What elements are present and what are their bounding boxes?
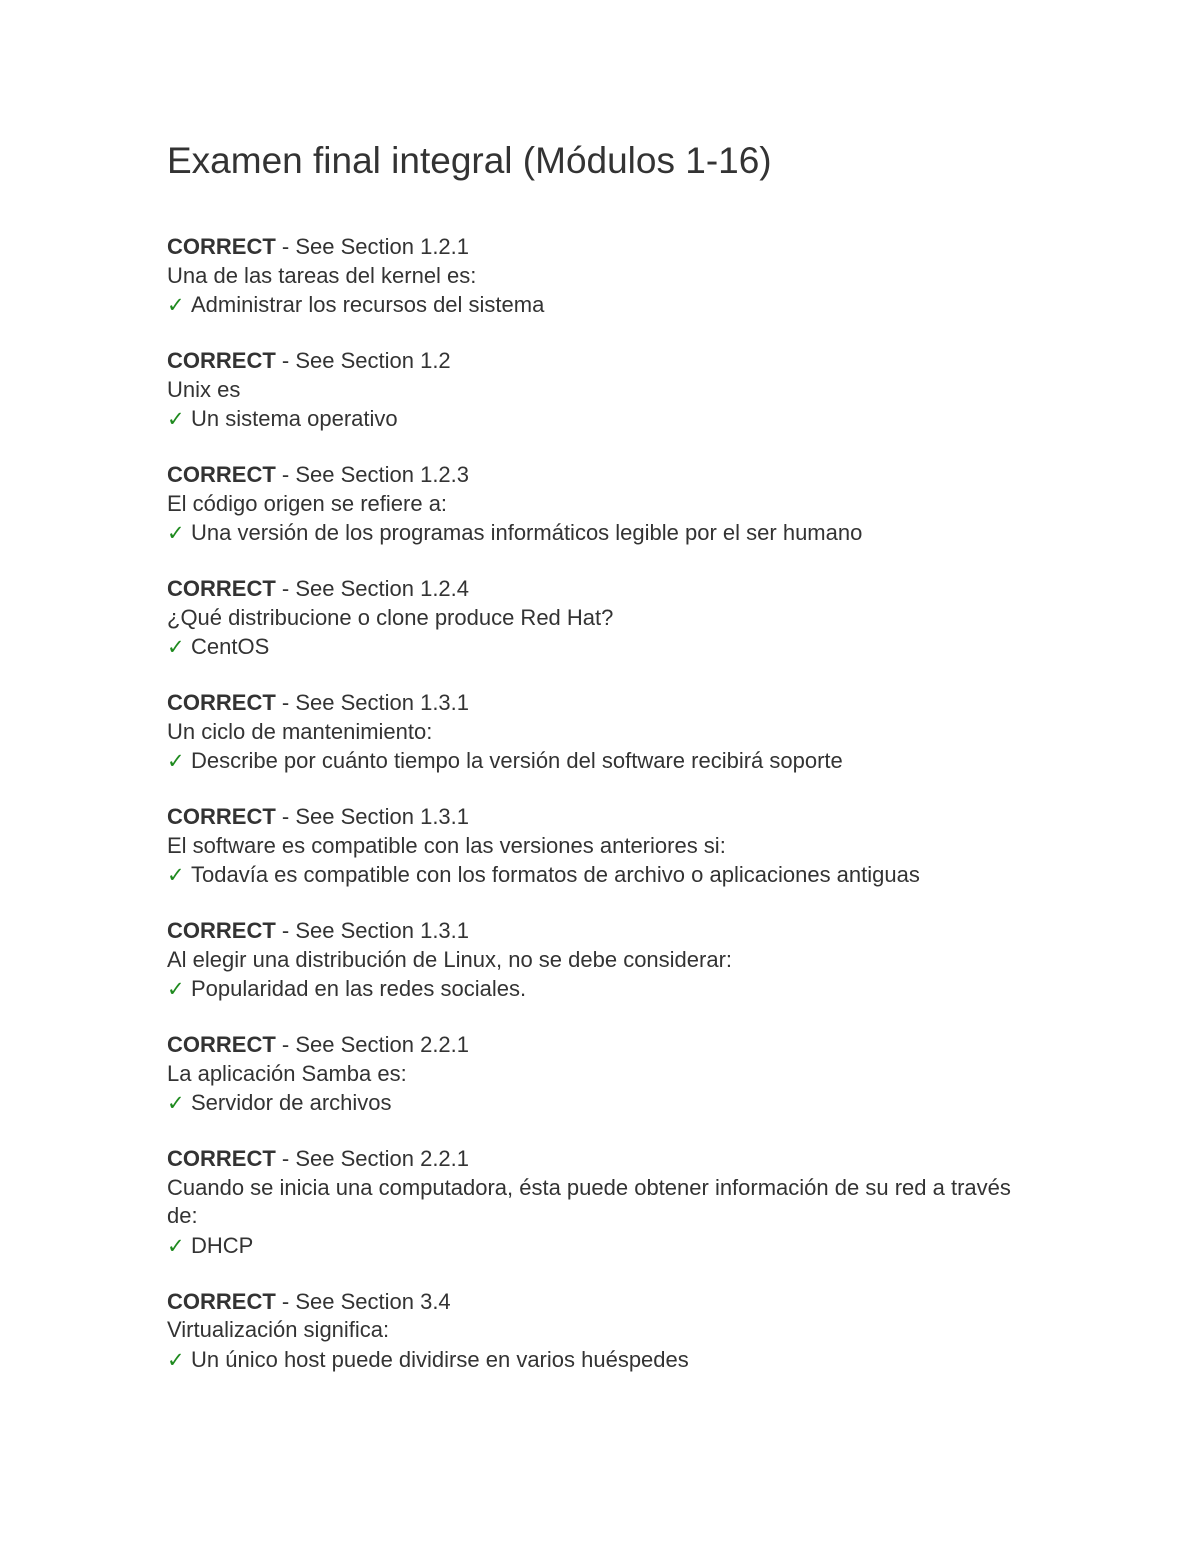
answer-text: Todavía es compatible con los formatos de archivo o aplicaciones antiguas [191,862,920,887]
question-text: Al elegir una distribución de Linux, no se debe considerar: [167,946,733,972]
status-label: CORRECT [167,462,276,487]
answer-row [167,974,1027,1004]
question-text: Virtualización significa: [167,1317,390,1342]
answer-row [167,1345,1027,1375]
question-item [167,347,1027,434]
section-reference: - See Section 1.3.1 [275,804,470,829]
question-header [167,233,1027,262]
answer-text: Servidor de archivos [191,1090,392,1115]
answer-row [167,746,1027,776]
answer-text: Un sistema operativo [191,406,398,431]
question-header [167,347,1027,376]
question-header [167,689,1027,718]
status-label: CORRECT [167,690,276,715]
answer-text: CentOS [191,634,270,659]
status-label: CORRECT [167,1146,276,1171]
question-item [167,689,1027,776]
section-reference: - See Section 1.2.1 [275,234,470,259]
status-label: CORRECT [167,234,276,259]
answer-row [167,1088,1027,1118]
checkmark-icon: ✓ [167,407,185,431]
status-label: CORRECT [167,348,276,373]
status-label: CORRECT [167,576,276,601]
question-text: Un ciclo de mantenimiento: [167,718,433,744]
question-text: El código origen se refiere a: [167,490,448,516]
section-reference: - See Section 1.3.1 [275,918,470,943]
checkmark-icon: ✓ [167,863,185,887]
checkmark-icon: ✓ [167,293,185,317]
question-header [167,1031,1027,1060]
question-item [167,1031,1027,1118]
question-header [167,575,1027,604]
question-header [167,461,1027,490]
question-item [167,461,1027,548]
question-text: La aplicación Samba es: [167,1060,407,1086]
checkmark-icon: ✓ [167,1233,185,1258]
status-label: CORRECT [167,918,276,943]
answer-row [167,1231,1027,1261]
question-header [167,917,1027,946]
question-list [167,233,1027,1402]
answer-text: Describe por cuánto tiempo la versión del software recibirá soporte [191,748,843,773]
question-header [167,803,1027,832]
answer-text: Una versión de los programas informáticos legible por el ser humano [191,520,863,545]
question-text: Unix es [167,376,241,402]
checkmark-icon: ✓ [167,1091,185,1115]
question-header [167,1145,1027,1174]
status-label: CORRECT [167,804,276,829]
question-text: ¿Qué distribucione o clone produce Red Hat? [167,604,614,630]
page-title: Examen final integral (Módulos 1-16) [167,140,772,181]
section-reference: - See Section 1.3.1 [275,690,470,715]
section-reference: - See Section 1.2 [275,348,451,373]
section-reference: - See Section 1.2.4 [275,576,470,601]
question-item [167,917,1027,1004]
question-text: El software es compatible con las versiones anteriores si: [167,832,726,858]
status-label: CORRECT [167,1032,276,1057]
answer-text: Popularidad en las redes sociales. [191,976,527,1001]
question-item [167,1145,1027,1261]
question-item [167,575,1027,662]
answer-row [167,632,1027,662]
status-label: CORRECT [167,1288,276,1314]
section-reference: - See Section 3.4 [275,1288,451,1314]
section-reference: - See Section 2.2.1 [275,1146,470,1171]
checkmark-icon: ✓ [167,977,185,1001]
question-text: Cuando se inicia una computadora, ésta puede obtener información de su red a través de: [167,1174,1011,1228]
checkmark-icon: ✓ [167,749,185,773]
answer-row [167,404,1027,434]
question-item [167,803,1027,890]
answer-row [167,290,1027,320]
question-item [167,1288,1027,1375]
question-text: Una de las tareas del kernel es: [167,262,477,288]
section-reference: - See Section 1.2.3 [275,462,470,487]
answer-row [167,860,1027,890]
checkmark-icon: ✓ [167,1347,185,1372]
answer-text: Administrar los recursos del sistema [191,292,545,317]
answer-row [167,518,1027,548]
answer-text: Un único host puede dividirse en varios huéspedes [191,1346,689,1372]
answer-text: DHCP [191,1232,254,1258]
question-header [167,1288,1027,1317]
checkmark-icon: ✓ [167,521,185,545]
question-item [167,233,1027,320]
checkmark-icon: ✓ [167,635,185,659]
section-reference: - See Section 2.2.1 [275,1032,470,1057]
